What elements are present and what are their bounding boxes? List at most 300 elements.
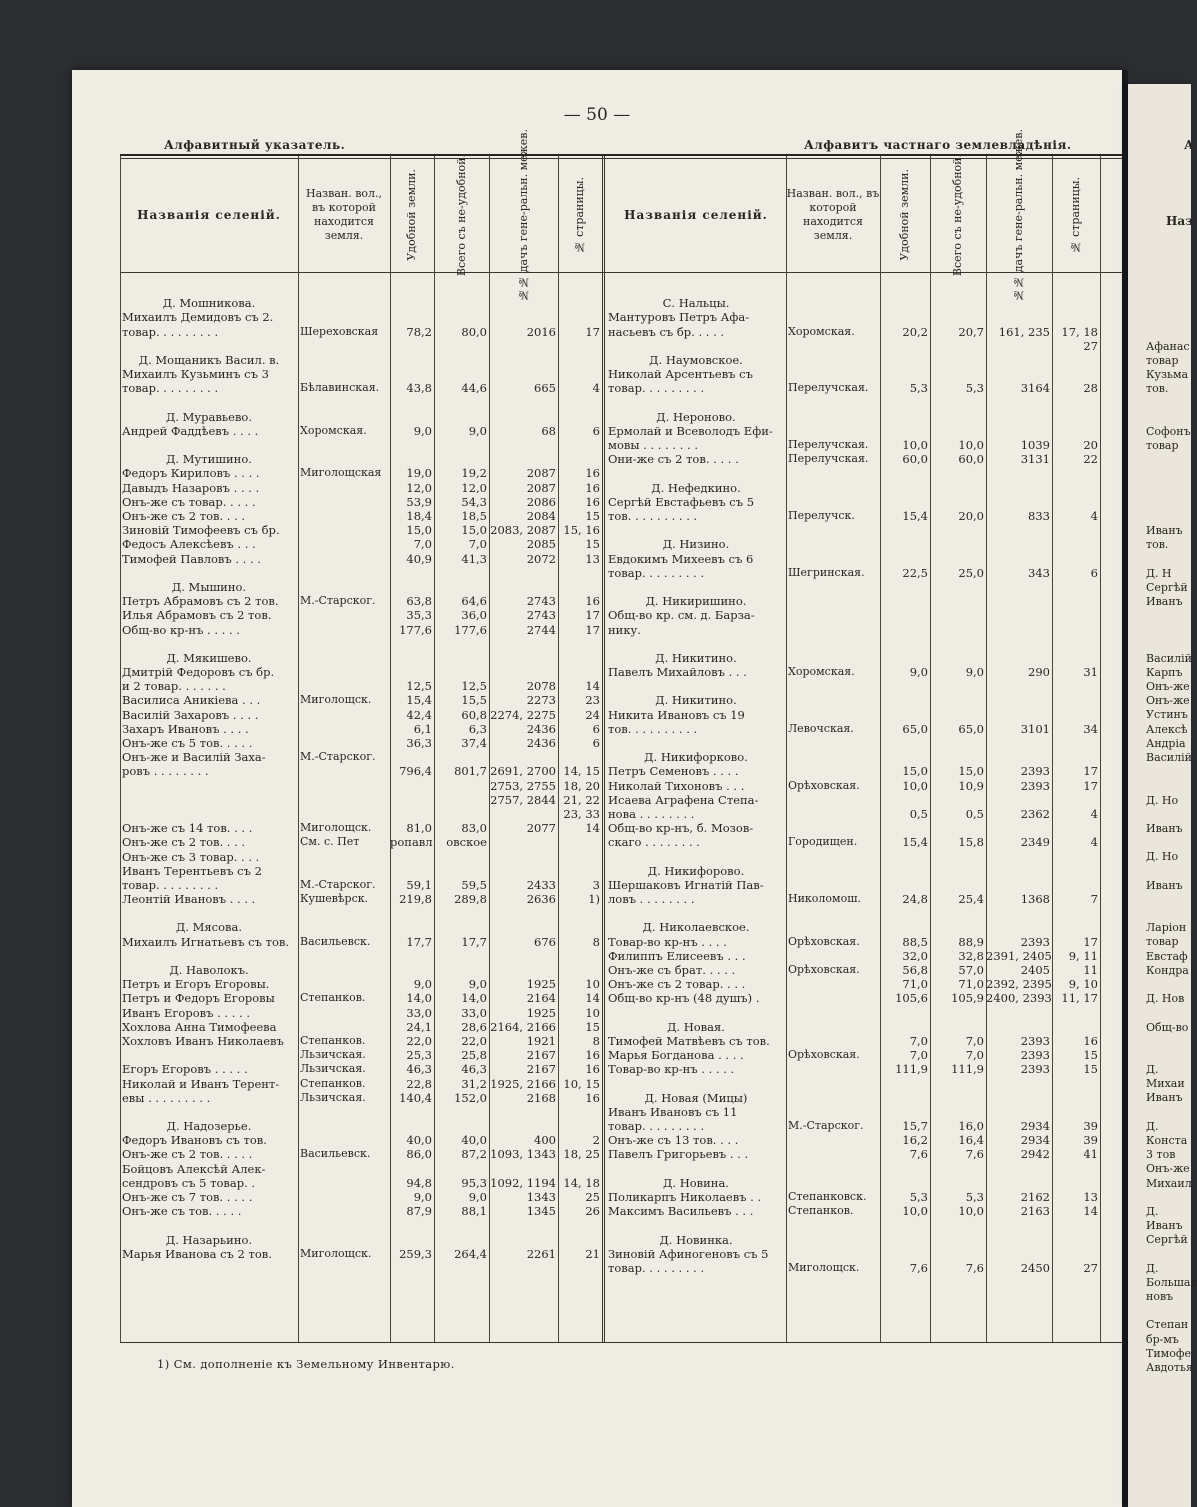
right-vsego-cell: 16,4 [958,1133,984,1148]
right-name-cell: Д. Никифорово. [647,863,745,878]
left-udobnoi-cell: 18,4 [406,509,432,523]
next-page-line [1128,1035,1197,1049]
right-dachi-cell: 2391, 2405 [986,948,1052,963]
right-name-cell [608,1077,784,1091]
left-vsego-cell: 25,8 [461,1048,487,1063]
left-dachi-cell [489,410,556,424]
right-vsego-cell: 5,3 [965,381,984,396]
left-dachi-cell [489,906,556,920]
left-volost-cell: М.-Старског. [300,750,376,764]
left-udobnoi-cell [390,651,432,665]
left-volost-cell: Степанков. [300,991,366,1005]
left-name-cell: Онъ-же съ 5 тов. . . . . [122,736,253,750]
left-dachi-cell [489,850,556,864]
left-udobnoi-cell: 40,0 [406,1133,432,1148]
right-stranitsy-cell: 9, 11 [1068,948,1098,963]
right-vsego-cell: 5,3 [965,1190,984,1204]
left-stranitsy-cell: 21, 22 [563,792,600,807]
left-dachi-cell [489,963,556,977]
header-left: Алфавитный указатель. [164,138,346,152]
left-stranitsy-cell: 26 [585,1204,600,1219]
next-page-line [1128,907,1197,921]
right-name-cell: Евдокимъ Михеевъ съ 6 [608,551,754,566]
right-dachi-cell: 1039 [1020,438,1050,453]
right-dachi-cell [986,481,1050,495]
right-stranitsy-cell: 7 [1090,892,1098,907]
left-name-cell [122,396,296,410]
right-vsego-cell [930,282,984,296]
right-vsego-cell: 20,0 [958,509,984,523]
right-volost-cell [788,594,880,608]
right-udobnoi-cell [880,1233,928,1247]
next-page-line [1128,297,1197,311]
right-column-stranitsy [1052,282,1098,1275]
left-name-cell: Михаилъ Кузьминъ съ 3 [122,367,269,382]
left-dachi-cell: 2085 [526,537,556,552]
right-udobnoi-cell [880,793,928,807]
left-volost-cell [300,1233,390,1247]
left-dachi-cell: 2164 [526,991,556,1006]
right-udobnoi-cell [880,623,928,637]
left-volost-cell [300,552,390,566]
header-rule [120,272,1122,273]
right-udobnoi-cell [880,353,928,367]
left-udobnoi-cell: 33,0 [406,1005,432,1020]
right-volost-cell: Орѣховская. [788,778,860,792]
left-vsego-cell [434,296,487,310]
right-udobnoi-cell: 105,6 [895,991,928,1006]
left-udobnoi-cell [390,1218,432,1232]
left-stranitsy-cell [558,339,600,353]
right-dachi-cell: 161, 235 [998,324,1050,339]
left-stranitsy-cell: 14 [585,821,600,836]
next-page-line: Д. Но [1146,793,1179,807]
left-dachi-cell: 2083, 2087 [490,523,556,538]
right-stranitsy-cell [1052,396,1098,410]
left-dachi-cell: 1921 [526,1033,556,1048]
right-volost-cell [788,949,880,963]
right-volost-cell [788,1218,880,1232]
document-page [72,70,1122,1507]
left-stranitsy-cell [558,850,600,864]
next-page-line: Иванъ [1146,878,1183,892]
right-volost-cell [788,1247,880,1261]
left-name-cell: Михаилъ Демидовъ съ 2. [122,310,274,325]
right-dachi-cell [986,537,1050,551]
right-volost-cell [788,736,880,750]
left-dachi-cell: 2274, 2275 [490,707,556,722]
right-volost-cell [788,821,880,835]
right-stranitsy-cell [1052,523,1098,537]
right-dachi-cell [986,708,1050,722]
left-udobnoi-cell [390,296,432,310]
right-udobnoi-cell: 10,0 [902,1204,928,1219]
right-volost-cell [788,1006,880,1020]
left-stranitsy-cell: 16 [585,594,600,609]
right-volost-cell: Степанковск. [788,1190,867,1203]
left-stranitsy-cell: 16 [585,466,600,481]
right-volost-cell [788,1077,880,1091]
right-name-cell: С. Нальцы. [662,296,730,311]
right-dachi-cell: 2362 [1020,806,1050,821]
right-vsego-cell [930,864,984,878]
right-vsego-cell [930,310,984,324]
right-udobnoi-cell: 65,0 [902,721,928,736]
right-volost-cell [788,1162,880,1176]
right-dachi-cell [986,310,1050,324]
right-stranitsy-cell: 11, 17 [1061,991,1098,1006]
right-udobnoi-cell [880,1006,928,1020]
col-header-udobnoi-right: Удобной земли. [898,169,911,261]
right-stranitsy-cell [1052,310,1098,324]
right-dachi-cell: 343 [1028,565,1050,580]
next-page-line [1128,481,1197,495]
right-vsego-cell: 15,0 [958,764,984,779]
right-name-cell: нова . . . . . . . . [608,806,695,821]
right-stranitsy-cell [1052,1247,1098,1261]
right-stranitsy-cell [1052,736,1098,750]
right-dachi-cell: 3131 [1020,452,1050,467]
next-page-line: Авдотья [1146,1361,1193,1374]
left-stranitsy-cell [558,651,600,665]
right-stranitsy-cell: 6 [1090,565,1098,580]
left-stranitsy-cell: 17 [585,622,600,637]
right-stranitsy-cell [1052,906,1098,920]
left-vsego-cell: 17,7 [461,934,487,949]
left-volost-cell [300,736,390,750]
left-volost-cell [300,850,390,864]
right-udobnoi-cell [880,481,928,495]
left-udobnoi-cell: 12,5 [406,679,432,694]
left-udobnoi-cell: 19,0 [406,466,432,481]
left-volost-cell: Льзичская. [300,1062,366,1076]
left-volost-cell [300,906,390,920]
left-udobnoi-cell [390,339,432,353]
right-name-cell: Д. Новая. [667,1019,725,1034]
left-volost-cell: Миголощск. [300,821,372,835]
right-dachi-cell [986,594,1050,608]
left-name-cell [122,339,296,353]
left-dachi-cell: 1925, 2166 [490,1076,556,1091]
left-volost-cell [300,793,390,807]
left-name-cell: Петръ и Егоръ Егоровы. [122,977,270,992]
right-udobnoi-cell: 15,0 [902,764,928,779]
right-name-cell [608,282,784,296]
left-vsego-cell: 37,4 [461,736,487,750]
right-volost-cell: Перелучск. [788,509,855,522]
left-dachi-cell: 2077 [526,821,556,836]
right-vsego-cell: 65,0 [958,721,984,736]
right-udobnoi-cell [880,396,928,410]
left-name-cell: евы . . . . . . . . . [122,1090,211,1105]
left-dachi-cell: 2757, 2844 [490,792,556,807]
right-dachi-cell [986,1020,1050,1034]
right-vsego-cell [930,1247,984,1261]
right-stranitsy-cell: 17, 18 [1061,324,1098,339]
right-name-cell: Исаева Аграфена Степа- [608,792,759,807]
right-column-name [608,282,784,1275]
left-udobnoi-cell [390,396,432,410]
left-name-cell [122,566,296,580]
left-vsego-cell: 80,0 [461,324,487,339]
right-vsego-cell: 25,4 [958,892,984,907]
left-dachi-cell [489,339,556,353]
left-vsego-cell [434,282,487,296]
left-stranitsy-cell: 8 [592,1033,600,1048]
col-header-names-right: Названія селеній. [624,208,768,222]
left-dachi-cell [489,438,556,452]
right-stranitsy-cell [1052,679,1098,693]
left-stranitsy-cell [558,1162,600,1176]
left-volost-cell [300,679,390,693]
left-udobnoi-cell: 219,8 [399,892,432,907]
right-volost-cell [788,1020,880,1034]
left-vsego-cell: 59,5 [461,877,487,892]
right-udobnoi-cell [880,367,928,381]
left-name-cell: Д. Мошникова. [162,296,256,311]
right-name-cell: Д. Николаевское. [642,920,750,935]
right-udobnoi-cell [880,1176,928,1190]
next-page-line: товар [1146,438,1179,452]
right-name-cell: Д. Никитино. [655,650,737,665]
left-vsego-cell: 54,3 [461,494,487,509]
right-udobnoi-cell [880,1247,928,1261]
left-stranitsy-cell: 14 [585,679,600,694]
right-dachi-cell [986,282,1050,296]
right-volost-cell: Орѣховская. [788,1048,860,1062]
right-dachi-cell: 290 [1028,665,1050,680]
left-vsego-cell: 152,0 [454,1090,487,1105]
left-vsego-cell: овское [446,835,487,850]
next-page-line [1128,623,1197,637]
left-vsego-cell [434,850,487,864]
right-name-cell: Д. Новая (Мицы) [644,1090,748,1105]
right-volost-cell [788,906,880,920]
right-name-cell: тов. . . . . . . . . . [608,509,698,523]
left-udobnoi-cell [390,1119,432,1133]
left-volost-cell [300,452,390,466]
left-vsego-cell: 64,6 [461,594,487,609]
right-stranitsy-cell: 9, 10 [1068,977,1098,992]
left-stranitsy-cell: 6 [592,423,600,438]
left-volost-cell: Бѣлавинская. [300,381,380,395]
right-volost-cell [788,1062,880,1076]
right-dachi-cell [986,750,1050,764]
right-stranitsy-cell: 17 [1083,934,1098,949]
right-udobnoi-cell [880,920,928,934]
right-name-cell: Товар-во кр-нъ . . . . [608,934,727,949]
left-volost-cell [300,353,390,367]
left-dachi-cell: 2164, 2166 [490,1019,556,1034]
left-dachi-cell [489,1119,556,1133]
right-name-cell: товар. . . . . . . . . [608,1260,705,1275]
left-volost-cell: Васильевск. [300,1147,371,1161]
right-dachi-cell [986,1233,1050,1247]
right-vsego-cell: 20,7 [958,324,984,339]
right-stranitsy-cell: 15 [1083,1062,1098,1077]
left-name-cell: Леонтій Ивановъ . . . . [122,892,256,907]
left-name-cell [122,1048,296,1062]
right-vsego-cell: 7,0 [965,1033,984,1048]
left-stranitsy-cell: 15 [585,509,600,523]
right-dachi-cell [986,1218,1050,1232]
right-stranitsy-cell [1052,1105,1098,1119]
next-page-line: Михаи [1146,1077,1185,1091]
right-dachi-cell: 2450 [1020,1260,1050,1275]
left-stranitsy-cell: 24 [585,707,600,722]
top-rule [120,154,1122,156]
next-page-line: Иванъ [1146,821,1183,835]
right-stranitsy-cell [1052,1218,1098,1232]
next-page-line [1128,254,1197,268]
left-dachi-cell: 1925 [526,977,556,992]
right-dachi-cell [986,736,1050,750]
left-stranitsy-cell: 16 [585,480,600,495]
next-page-line [1128,325,1197,339]
right-stranitsy-cell [1052,481,1098,495]
left-volost-cell [300,708,390,722]
next-page-edge [1128,84,1197,1507]
left-vsego-cell [434,1119,487,1133]
right-name-cell: Д. Новина. [663,1175,729,1190]
right-name-cell: Марья Богданова . . . . [608,1048,744,1063]
right-stranitsy-cell: 41 [1083,1147,1098,1162]
right-name-cell: Ермолай и Всеволодъ Ефи- [608,423,773,438]
right-vsego-cell: 111,9 [951,1062,984,1077]
left-name-cell: Марья Иванова съ 2 тов. [122,1246,272,1261]
right-vsego-cell [930,339,984,353]
right-column-udobnoi [880,282,928,1275]
left-dachi-cell: 676 [534,934,556,949]
col-header-stranitsy: № страницы. [573,176,586,254]
right-udobnoi-cell: 15,7 [902,1119,928,1134]
next-page-line: Иванъ [1146,523,1183,537]
right-stranitsy-cell: 20 [1083,438,1098,453]
right-volost-cell [788,466,880,480]
left-name-cell [122,637,296,651]
right-volost-cell [788,807,880,821]
left-column-stranitsy [558,282,600,1261]
right-name-cell: Филиппъ Елисеевъ . . . [608,948,746,963]
left-udobnoi-cell: 14,0 [406,991,432,1006]
right-udobnoi-cell: 56,8 [902,963,928,977]
right-stranitsy-cell [1052,693,1098,707]
left-vsego-cell: 15,0 [461,523,487,538]
left-stranitsy-cell [558,566,600,580]
left-name-cell: Тимофей Павловъ . . . . [122,551,261,566]
next-page-line: тов. [1146,538,1169,552]
next-page-line [1128,637,1197,651]
right-volost-cell [788,977,880,991]
right-name-cell: Д. Никиришино. [645,594,747,609]
right-dachi-cell [986,608,1050,622]
left-udobnoi-cell [390,963,432,977]
right-volost-cell: Хоромская. [788,324,855,338]
left-stranitsy-cell: 15, 16 [563,523,600,538]
left-udobnoi-cell [390,665,432,679]
left-name-cell: сендровъ съ 5 товар. . [122,1175,256,1190]
right-vsego-cell [930,466,984,480]
right-stranitsy-cell [1052,594,1098,608]
left-name-cell: Хохловъ Иванъ Николаевъ [122,1033,284,1048]
right-udobnoi-cell: 15,4 [902,509,928,523]
right-vsego-cell [930,353,984,367]
right-stranitsy-cell [1052,466,1098,480]
left-vsego-cell: 18,5 [461,509,487,523]
right-vsego-cell [930,878,984,892]
right-vsego-cell [930,637,984,651]
left-stranitsy-cell [558,1218,600,1232]
left-udobnoi-cell: 24,1 [406,1019,432,1034]
left-stranitsy-cell: 16 [585,1048,600,1063]
right-vsego-cell [930,552,984,566]
left-dachi-cell [489,353,556,367]
left-volost-cell: Шереховская [300,324,379,338]
right-dachi-cell [986,552,1050,566]
left-stranitsy-cell [558,835,600,849]
left-stranitsy-cell [558,864,600,878]
left-udobnoi-cell: 35,3 [406,608,432,623]
left-stranitsy-cell [558,1105,600,1119]
right-volost-cell [788,296,880,310]
next-page-line: 3 тов [1146,1148,1176,1162]
left-dachi-cell [489,651,556,665]
left-vsego-cell [434,665,487,679]
right-column-volost [788,282,880,1275]
left-stranitsy-cell: 6 [592,736,600,750]
left-dachi-cell [489,1162,556,1176]
left-udobnoi-cell [390,353,432,367]
left-dachi-cell [489,580,556,594]
left-vsego-cell [434,906,487,920]
left-vsego-cell: 7,0 [468,537,487,552]
left-vsego-cell: 31,2 [461,1076,487,1091]
right-dachi-cell: 2405 [1020,963,1050,977]
right-volost-cell [788,552,880,566]
left-volost-cell [300,580,390,594]
left-stranitsy-cell: 13 [585,551,600,566]
col-header-vsego-right: Всего съ не-удобной. [951,153,964,277]
right-name-cell: насьевъ съ бр. . . . . [608,324,725,339]
right-stranitsy-cell [1052,282,1098,296]
left-stranitsy-cell [558,310,600,324]
right-udobnoi-cell: 22,5 [902,565,928,580]
left-dachi-cell: 1345 [526,1204,556,1219]
right-vsego-cell: 71,0 [958,977,984,992]
left-vsego-cell: 289,8 [454,892,487,907]
left-volost-cell [300,608,390,622]
right-dachi-cell: 3164 [1020,381,1050,396]
left-vsego-cell [434,367,487,381]
right-udobnoi-cell: 7,6 [909,1260,928,1275]
right-dachi-cell: 2393 [1020,934,1050,949]
right-stranitsy-cell: 27 [1083,338,1098,353]
left-vsego-cell: 44,6 [461,381,487,396]
right-udobnoi-cell [880,282,928,296]
left-volost-cell [300,339,390,353]
left-name-cell: Д. Мутишино. [166,452,252,467]
right-dachi-cell [986,296,1050,310]
right-vsego-cell: 15,8 [958,835,984,850]
right-udobnoi-cell: 7,0 [909,1048,928,1063]
left-udobnoi-cell: 12,0 [406,480,432,495]
right-udobnoi-cell: 16,2 [902,1133,928,1148]
right-name-cell: товар. . . . . . . . . [608,1119,705,1134]
right-name-cell: Общ-во кр-нъ (48 душъ) . [608,991,760,1006]
right-name-cell: тов. . . . . . . . . . [608,721,698,736]
next-page-line: Кондра [1146,963,1189,977]
left-name-cell: Иванъ Егоровъ . . . . . [122,1005,250,1020]
